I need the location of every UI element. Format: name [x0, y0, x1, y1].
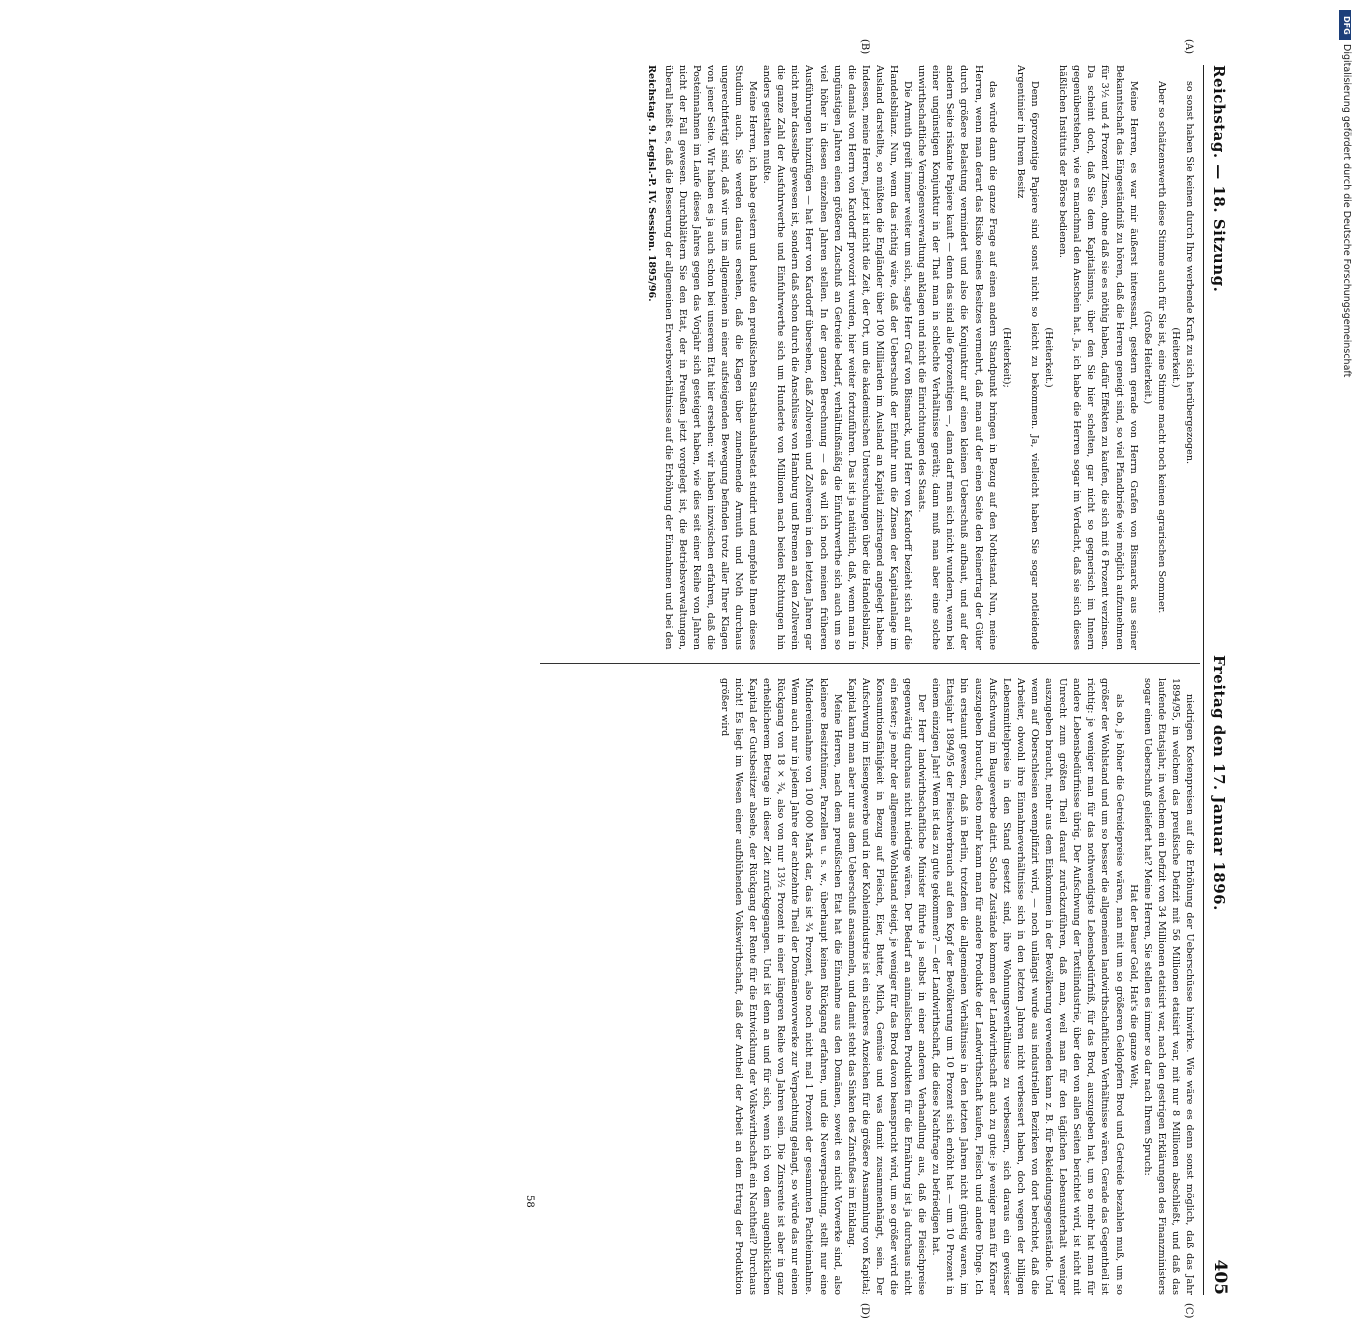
right-column-paragraph: als ob, je höher die Getreidepreise wären, man mit um so größeren Geldopfern Brod und Getreide bezahlen muß, um so größer der Wohlstand und um so besser die allgemeinen landwirthschaftlichen Verhältnisse wären. Gerade das Gegentheil ist richtig: je weniger man für das nothwendigste Lebensbedürfniß, für das Brod, auszugeben hat, um so mehr hat man für andere Lebensbedürfnisse übrig. Der Aufschwung der Textilindustrie, über den von allen Seiten berichtet wird, ist nicht mit Unrecht zum größten Theil darauf zurückzuführen, daß man, weil man für den täglichen Lebensunterhalt weniger auszugeben braucht, mehr aus dem Einkommen in der Bevölkerung verwenden kann z. B. für Bekleidungsgegenstände. Und wenn auf Oberschlesien exemplifizirt wird, — noch unlängst wurde aus industriellen Bezirken von dort berichtet, daß die Arbeiter, obwohl ihre Einnahmeverhältnisse sich in den letzten Jahren nicht verbessert haben, doch wegen der billigen Lebensmittelpreise in den Stand gesetzt sind, ihre Wohnungsverhältnisse zu verbessern, sich daraus ein gewisser Aufschwung im Baugewerbe datirt. Solche Zustände kommen der Landwirthschaft auch zu gute: je weniger man für Körner auszugeben braucht, desto mehr kann man für andere Produkte der Landwirthschaft kaufen, Fleisch und andere Dinge. Ich bin erstaunt gewesen, daß in Berlin, trotzdem die allgemeinen Verhältnisse in den letzten Jahren nicht günstig waren, im Etatsjahr 1894/95 der Fleischverbrauch auf den Kopf der Bevölkerung um 10 Prozent sich erhöht hat — um 10 Prozent in einem einzigen Jahr! Wem ist das zu gute gekommen? — der Landwirthschaft, die diese Nachfrage zu befriedigen hat.: [930, 678, 1125, 1295]
left-column-paragraph: Denn 6prozentige Papiere sind sonst nicht so leicht zu bekommen. Ja, vielleicht haben Sie sogar notleidende Argentinier in Ihrem Besitz: [1014, 65, 1040, 650]
page-header: [1203, 65, 1230, 1295]
left-column-paragraph: Meine Herren, ich habe gestern und heute den preußischen Staatshaushaltsetat studirt und empfehle Ihnen dieses Studium auch. Sie werden daraus ersehen, daß die Klagen über zunehmende Armuth und Noth durchaus ungerechtfertigt sind, daß wir uns im allgemeinen in einer aufsteigenden Bewegung befinden trotz aller Ihrer Klagen von jener Seite. Wir haben es ja auch schon bei unserem Etat hier ersehen: wir haben inzwischen erfahren, daß die Posteinnahmen im Laufe dieses Jahres gegen das Vorjahr sich gesteigert haben, wie dies seit einer Reihe von Jahren nicht der Fall gewesen. Durchblättern Sie den Etat, der in Preußen jetzt vorgelegt ist, die Betriebsverwaltungen, überall heißt es, daß die Besserung der allgemeinen Erwerbsverhältnisse auf die Erhöhung der Einnahmen und bei den: [662, 65, 759, 650]
dfg-logo-icon: DFG: [1339, 10, 1351, 40]
margin-marker-a: (A): [1183, 39, 1194, 55]
margin-marker-c: (C): [1183, 1303, 1194, 1319]
right-column: [526, 678, 1196, 1295]
digitization-credit: Digitalisierung gefördert durch die Deutsche Forschungsgemeinschaft: [1341, 44, 1352, 378]
legislature-footer: Reichstag. 9. Legisl.-P. IV. Session. 1895/96.: [646, 65, 658, 302]
header-date: Freitag den 17. Januar 1896.: [1210, 655, 1228, 911]
left-column-paragraph: so sonst haben Sie keinen durch Ihre werbende Kraft zu sich herübergezogen.: [1184, 81, 1195, 465]
left-column-paragraph: (Heiterkeit.): [1043, 327, 1055, 388]
column-divider: [540, 663, 1200, 664]
digitization-side-strip: [1335, 10, 1353, 1000]
left-column-paragraph: Aber so schätzenswerth diese Stimme auch für Sie ist, eine Stimme macht noch keinen agrarischen Sommer.: [1155, 81, 1167, 614]
page-footer-number: 58: [524, 1195, 535, 1208]
left-column-paragraph: (Große Heiterkeit.): [1141, 310, 1153, 405]
right-column-paragraph: Hat der Bauer Geld, Hat's die ganze Welt,: [1127, 884, 1139, 1089]
margin-marker-b: (B): [859, 39, 870, 55]
right-column-paragraph: niedrigen Kostenpreisen auf die Erhöhung der Ueberschüsse hinwirke. Wie wäre es denn sonst möglich, daß das Jahr 1894/95, in welchem das preußische Defizit mit 56 Millionen etatisirt war, mit nur 8 Millionen abschließt, und daß das laufende Etatsjahr, in welchem ein Defizit von 34 Millionen etatisirt war, nach den gestrigen Erklärungen des Finanzministers sogar einen Ueberschuß geliefert hat? Meine Herren, Sie stellen es immer so dar nach Ihrem Spruch:: [1141, 678, 1195, 1295]
rotated-page: [60, 0, 1290, 1319]
left-column-paragraph: das würde dann die ganze Frage auf einen andern Standpunkt bringen in Bezug auf den Nothstand. Nun, meine Herren, wenn man derart das Risiko seines Besitzes vermehrt, daß man auf der einen Seite den Reinertrag der Güter durch größere Belastung vermindert und also die Konjunktur auf einen kleinen Ueberschuß aufbaut, und auf der andern Seite riskante Papiere kauft — denn das sind alle 6prozentigen —, dann darf man sich nicht wundern, wenn bei einer ungünstigen Konjunktur in der That man in schlechte Verhältnisse geräth; dann muß man aber eine solche unwirthschaftliche Vermögensverwaltung anklagen und nicht die Einrichtungen des Staats.: [916, 65, 998, 650]
document-page: [515, 39, 1230, 1319]
left-column-paragraph: Die Armuth greift immer weiter um sich, sagte Herr Graf von Bismarck, und Herr von Kardorff bezieht sich auf die Handelsbilanz. Nun, wenn das richtig wäre, daß der Ueberschuß der Einfuhr nun die Zinsen der Kapitalanlage im Ausland darstellte, so müßten die Engländer über 100 Milliarden im Ausland an Kapital zinstragend angelegt haben. Indessen, meine Herren, jetzt ist nicht die Zeit, der Ort, um die akademischen Untersuchungen über die Handelsbilanz, die damals von Herrn von Kardorff provozirt wurden, hier weiter fortzuführen. Das ist ja natürlich, daß, wenn man in ungünstigen Jahren einen größeren Zuschuß an Getreide bedarf, verhältnißmäßig die Einfuhrwerthe sich auch um so viel höher in diesen einzelnen Jahren stellen. In der ganzen Berechnung — das will ich noch meinen früheren Ausführungen hinzufügen — hat Herr von Kardorff übersehen, daß Zollverein und Zollverein in den letzten Jahren gar nicht mehr dasselbe gewesen ist, sondern daß schon durch die Anschlüsse von Hamburg und Bremen an den Zollverein die ganze Zahl der Ausfuhrwerthe und Einfuhrwerthe sich um Hunderte von Millionen nach beiden Richtungen hin anders gestalten mußte.: [761, 65, 914, 650]
left-column: [526, 65, 1196, 650]
page-number: 405: [1210, 1259, 1230, 1295]
left-column-paragraph: (Heiterkeit);: [1000, 327, 1012, 388]
margin-marker-d: (D): [859, 1303, 870, 1319]
left-column-paragraph: (Heiterkeit.): [1169, 327, 1181, 388]
left-column-paragraph: Meine Herren, es war mir äußerst interessant, gestern gerade von Herrn Grafen von Bismarck aus seiner Bekanntschaft das Eingeständniß zu hören, daß die Herren geneigt sind, so viel Pfandbriefe wie möglich aufzunehmen für 3½ und 4 Prozent Zinsen, ohne daß sie es nöthig haben, dafür Effekten zu kaufen, die sich mit 6 Prozent verzinsen. Da scheint doch, daß Sie dem Kapitalismus, über den Sie hier schelten, gar nicht so gegnerisch im Innern gegenüberstehen, wie es manchmal den Anschein hat. Ja, ich habe die Herren sogar im Verdacht, daß sie sich dieses häßlichen Instituts der Börse bedienen.: [1057, 65, 1139, 650]
header-session: Reichstag. — 18. Sitzung.: [1210, 65, 1228, 293]
right-column-paragraph: Meine Herren, nach dem preußischen Etat hat die Einnahme aus den Domänen, soweit es nicht Vorwerke sind, also kleinere Besitzthümer, Parzellen u. s. w., überhaupt keinen Rückgang erfahren, und die Neuverpachtung, stellt nur eine Mindereinnahme von 100 000 Mark dar, das ist ³⁄₄ Prozent, also noch nicht mal 1 Prozent der gesammten Pachteinnahme. Wenn auch nur in jedem Jahre der achtzehnte Theil der Domänenvorwerke zur Verpachtung gelangt, so würde das nur einen Rückgang von 18 × ³⁄₄, also von nur 13½ Prozent in einer längeren Reihe von Jahren sein. Die Zinsrente ist aber in ganz erheblicherem Betrage in dieser Zeit zurückgegangen. Und ist denn an und für sich, wenn ich von dem augenblicklichen Kapital der Gutsbesitzer absehe, der Rückgang der Rente für die Entwicklung der Volkswirthschaft ein Nachtheil? Durchaus nicht! Es liegt im Wesen einer aufblühenden Volkswirthschaft, daß der Antheil der Arbeit an dem Ertrag der Produktion größer wird: [718, 678, 843, 1295]
right-column-paragraph: Der Herr landwirthschaftliche Minister führte ja selbst in einer anderen Verhandlung aus, daß die Fleischpreise gegenwärtig durchaus nicht niedrige wären. Der Bedarf an animalischen Produkten für die Ernährung ist ja durchaus nicht ein fester; je mehr der allgemeine Wohlstand steigt, je weniger für das Brod davon beansprucht wird, um so größer wird die Konsumtionsfähigkeit in Bezug auf Fleisch, Eier, Butter, Milch, Gemüse und was damit zusammenhängt, sein. Der Aufschwung im Eisengewerbe und in der Kohlenindustrie ist ein sicheres Anzeichen für die größere Ansammlung von Kapital; Kapital kann man aber nur aus dem Ueberschuß ansammeln, und damit steht das Sinken des Zinsfußes im Einklang.: [845, 678, 928, 1295]
